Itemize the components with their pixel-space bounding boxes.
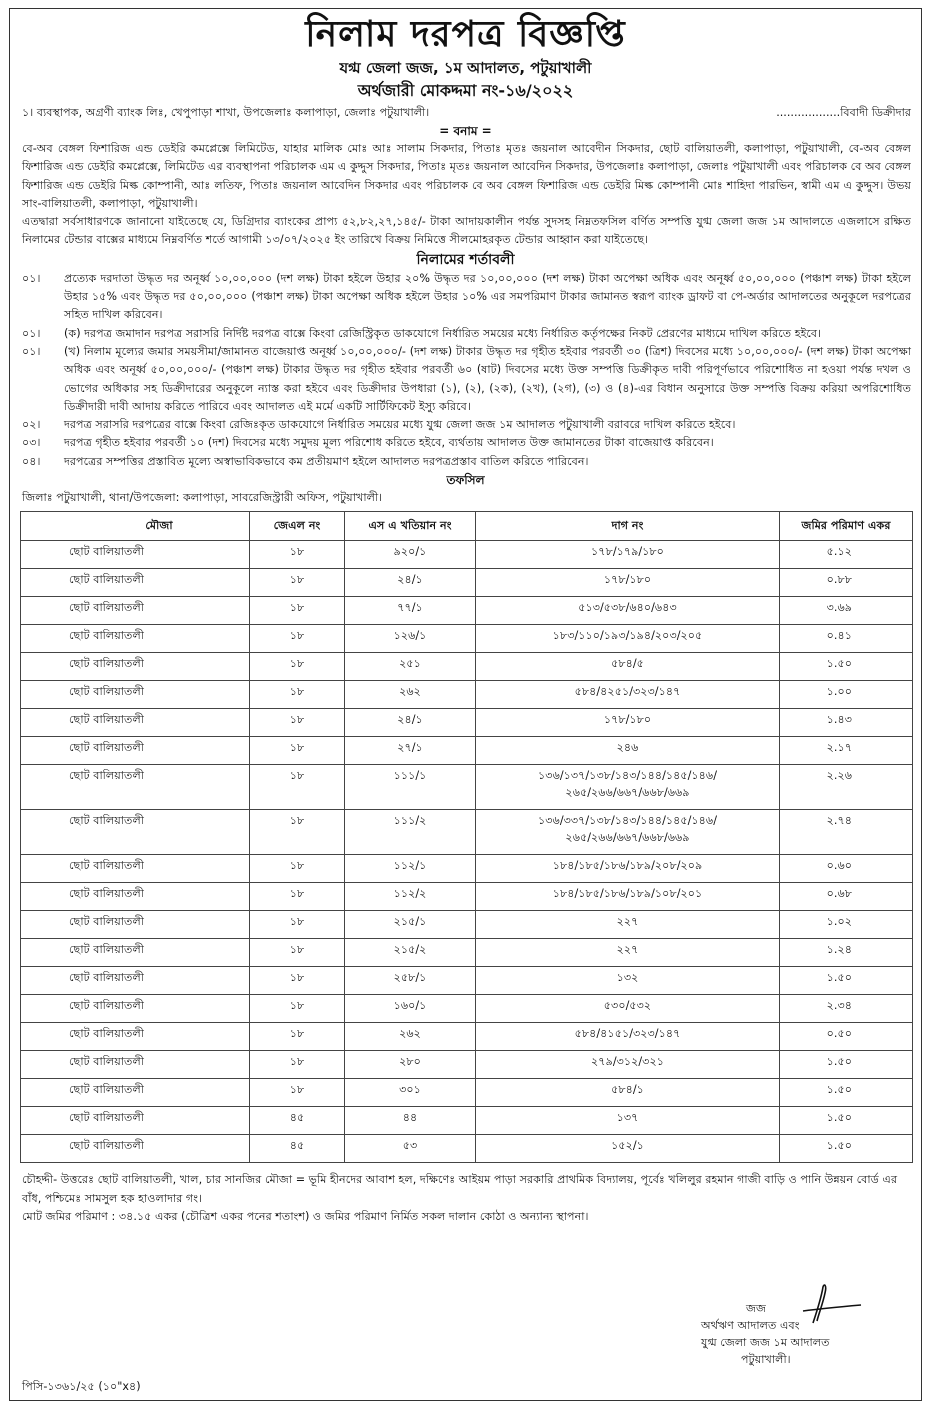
cell-mouza: ছোট বালিয়াতলী [21,939,250,967]
cell-jl-no: ১৮ [250,967,345,995]
cell-land-area: ১.৫০ [780,1079,913,1107]
header-jl-no: জেএল নং [250,512,345,541]
condition-item [10,270,921,325]
table-row [21,765,913,810]
cell-jl-no: ১৮ [250,737,345,765]
cell-mouza: ছোট বালিয়াতলী [21,1107,250,1135]
cell-dag-no: ১৭৮/১৮০ [476,709,780,737]
cell-khatian-no: ৯২০/১ [345,541,476,569]
cell-dag-no: ৫১৩/৫৩৮/৬৪০/৬৪৩ [476,597,780,625]
condition-item [10,416,921,434]
cell-mouza: ছোট বালিয়াতলী [21,737,250,765]
table-row [21,1023,913,1051]
cell-dag-no: ৫৮৪/৪১৫১/৩২৩/১৪৭ [476,1023,780,1051]
cell-mouza: ছোট বালিয়াতলী [21,1023,250,1051]
table-row [21,1135,913,1163]
location-line: জিলাঃ পটুয়াখালী, থানা/উপজেলা: কলাপাড়া, সাবরেজিস্ট্রারী অফিস, পটুয়াখালী। [22,491,383,505]
table-row [21,939,913,967]
defendants-paragraph: বে-অব বেঙ্গল ফিশারিজ এন্ড ডেইরি কমপ্লেক্সে লিমিটেড, যাহার মালিক মোঃ আঃ সালাম সিকদার, পিতাঃ মৃতঃ জয়নাল আবেদীন সিকদার, ছোট বালিয়াতলী, কলাপাড়া, পটুয়াখালী, বে-অব বেঙ্গল ফিশারিজ এন্ড ডেইরি কমপ্লেক্সে, লিমিটেড এর ব্যবস্থাপনা পরিচালক এম এ কুদ্দুস সিকদার, পিতাঃ মৃতঃ জয়নাল আবেদিন সিকদার, উপজেলাঃ কলাপাড়া, জেলাঃ পটুয়াখালী এবং পরিচালক বে অব বেঙ্গল ফিশারিজ এন্ড ডেইরি মিল্ক কোম্পানী, আঃ লতিফ, পিতাঃ জয়নাল আবেদিন সিকদার এবং পরিচালক বে অব বেঙ্গল ফিশারিজ এন্ড ডেইরি মিল্ক কোম্পানী মোঃ শাহিদা পারভিন, স্বামী এম এ কুদ্দুস। উভয় সাং-বালিয়াতলী, কলাপাড়া, পটুয়াখালী। [22,142,911,210]
condition-item [10,343,921,416]
cell-mouza: ছোট বালিয়াতলী [21,681,250,709]
total-land-text: মোট জমির পরিমাণ : ৩৪.১৫ একর (চৌত্রিশ একর পনের শতাংশ) ও জমির পরিমাণ নির্মিত সকল দালান কোঠা ও অন্যান্য স্থাপনা। [22,1210,589,1224]
notice-paragraph: এতদ্বারা সর্বসাধারণকে জানানো যাইতেছে যে, ডিগ্রিদার ব্যাংকের প্রাপ্য ৫২,৮২,২৭,১৪৫/- টাকা আদায়কালীন পর্যন্ত সুদসহ নিম্নতফসিল বর্ণিত সম্পত্তি যুগ্ম জেলা জজ ১ম আদালতে এজলাসে রক্ষিত নিলামের টেন্ডার বাক্সের মাধ্যমে নিম্নবর্ণিত শর্তে আগামী ১৩/০৭/২০২৫ ইং তারিখে বিক্রয় নিমিত্তে সীলমোহরকৃত টেন্ডার আহ্বান করা যাইতেছে। [22,215,911,247]
cell-khatian-no: ৪৪ [345,1107,476,1135]
table-row [21,597,913,625]
cell-dag-no: ৫৮৪/৫ [476,653,780,681]
cell-mouza: ছোট বালিয়াতলী [21,1079,250,1107]
court-line: যগ্ম জেলা জজ, ১ম আদালত, পটুয়াখালী [339,59,592,77]
cell-jl-no: ১৮ [250,765,345,810]
cell-khatian-no: ২১৫/১ [345,911,476,939]
cell-dag-no: ৫৮৪/৪২৫১/৩২৩/১৪৭ [476,681,780,709]
cell-khatian-no: ৫৩ [345,1135,476,1163]
cell-land-area: ১.৫০ [780,1051,913,1079]
cell-jl-no: ১৮ [250,939,345,967]
cell-khatian-no: ২৪/১ [345,709,476,737]
cell-dag-no: ৫৩০/৫৩২ [476,995,780,1023]
cell-jl-no: ১৮ [250,883,345,911]
table-header-row [21,512,913,541]
cell-dag-no: ১৮৪/১৮৫/১৮৬/১৮৯/১০৮/২০১ [476,883,780,911]
boundary-block [10,1163,921,1227]
cell-dag-no: ১৩৬/১৩৭/১৩৮/১৪৩/১৪৪/১৪৫/১৪৬/ ২৬৫/২৬৬/৬৬৭/৬৬৮/৬৬৯ [476,765,780,810]
cell-mouza: ছোট বালিয়াতলী [21,883,250,911]
cell-land-area: ২.১৭ [780,737,913,765]
cell-khatian-no: ২৭/১ [345,737,476,765]
cell-land-area: ২.৭৪ [780,810,913,855]
signature-line-2: যুগ্ম জেলা জজ ১ম আদালত [701,1336,830,1349]
plaintiff-name: ১। ব্যবস্থাপক, অগ্রণী ব্যাংক লিঃ, খেপুপাড়া শাখা, উপজেলাঃ কলাপাড়া, জেলাঃ পটুয়াখালী। [22,106,430,119]
signature-label: জজ [746,1302,767,1315]
cell-land-area: ০.৬০ [780,855,913,883]
cell-land-area: ০.৮৮ [780,569,913,597]
condition-number: ০৩। [22,436,41,450]
cell-dag-no: ৫৮৪/১ [476,1079,780,1107]
cell-jl-no: ১৮ [250,995,345,1023]
cell-land-area: ১.০০ [780,681,913,709]
condition-item [10,434,921,452]
plaintiff-role: ..................বিবাদী ডিক্রীদার [776,106,911,119]
table-row [21,653,913,681]
cell-land-area: ১.৫০ [780,1107,913,1135]
cell-dag-no: ১৩৭ [476,1107,780,1135]
table-row [21,541,913,569]
cell-khatian-no: ২১৫/২ [345,939,476,967]
signature-line-3: পটুয়াখালী। [741,1353,791,1366]
condition-number: ০১। [22,271,41,285]
cell-dag-no: ১৮৪/১৮৫/১৮৬/১৮৯/২০৮/২০৯ [476,855,780,883]
condition-number: ০১। [22,326,41,340]
cell-jl-no: ১৮ [250,709,345,737]
cell-jl-no: ৪৫ [250,1135,345,1163]
cell-jl-no: ১৮ [250,810,345,855]
cell-jl-no: ৪৫ [250,1107,345,1135]
condition-number: ০২। [22,418,41,432]
table-row [21,883,913,911]
cell-jl-no: ১৮ [250,653,345,681]
cell-jl-no: ১৮ [250,1023,345,1051]
table-row [21,911,913,939]
condition-text: (ক) দরপত্র জমাদান দরপত্র সরাসরি নির্দিষ্ট দরপত্র বাক্সে কিংবা রেজিস্ট্রিকৃত ডাকযোগে নির্ধারিত সময়ের মধ্যে নির্ধারিত কর্তৃপক্ষের নিকট প্রেরণের মাধ্যমে দাখিল করিতে হইবে। [64,326,822,340]
cell-khatian-no: ১১১/২ [345,810,476,855]
cell-khatian-no: ২৬২ [345,1023,476,1051]
cell-khatian-no: ২৬২ [345,681,476,709]
cell-khatian-no: ১২৬/১ [345,625,476,653]
cell-mouza: ছোট বালিয়াতলী [21,625,250,653]
condition-text: দরপত্র গৃহীত হইবার পরবর্তী ১০ (দশ) দিবসের মধ্যে সমুদয় মূল্য পরিশোধ করিতে হইবে, ব্যর্থতায় আদালত উক্ত জামানতের টাকা বাজেয়াপ্ত করিবেন। [64,436,714,450]
property-schedule-table [20,511,913,1163]
cell-mouza: ছোট বালিয়াতলী [21,1135,250,1163]
signature-line-1: অর্থঋণ আদালত এবং [701,1319,800,1332]
cell-jl-no: ১৮ [250,541,345,569]
condition-item [10,453,921,471]
cell-land-area: ০.৬৮ [780,883,913,911]
cell-dag-no: ১৭৮/১৮০ [476,569,780,597]
table-row [21,967,913,995]
cell-jl-no: ১৮ [250,597,345,625]
cell-khatian-no: ৩০১ [345,1079,476,1107]
cell-jl-no: ১৮ [250,681,345,709]
cell-mouza: ছোট বালিয়াতলী [21,597,250,625]
cell-khatian-no: ১১২/১ [345,855,476,883]
signature-block [701,1300,891,1368]
table-row [21,855,913,883]
cell-mouza: ছোট বালিয়াতলী [21,1051,250,1079]
cell-khatian-no: ২৮০ [345,1051,476,1079]
cell-dag-no: ২২৭ [476,939,780,967]
schedule-title: তফসিল [446,473,485,488]
condition-text: দরপত্রের সম্পত্তির প্রস্তাবিত মূল্যে অস্বাভাবিকভাবে কম প্রতীয়মাণ হইলে আদালত দরপত্রপ্রস্তাব বাতিল করিতে পারিবেন। [64,454,589,468]
cell-khatian-no: ১৬০/১ [345,995,476,1023]
table-row [21,569,913,597]
versus-label: = বনাম = [439,124,492,138]
cell-khatian-no: ৭৭/১ [345,597,476,625]
condition-text: দরপত্র সরাসরি দরপত্রের বাক্সে কিংবা রেজিঃকৃত ডাকযোগে নির্ধারিত সময়ের মধ্যে যুগ্ম জেলা জজ ১ম আদালত পটুয়াখালী বরাবরে দাখিল করিতে হইবে। [64,418,736,432]
cell-jl-no: ১৮ [250,569,345,597]
cell-land-area: ৫.১২ [780,541,913,569]
table-body [21,541,913,1163]
condition-text: প্রত্যেক দরদাতা উদ্ধৃত দর অনূর্ধ্ব ১০,০০,০০০ (দশ লক্ষ) টাকা হইলে উহার ২০% উদ্ধৃত দর ১০,০০,০০০ (দশ লক্ষ) টাকা অপেক্ষা অধিক এবং অনূর্ধ্ব ৫০,০০,০০০ (পঞ্চাশ লক্ষ) টাকা হইলে উহার ১৫% এবং উদ্ধৃত দর ৫০,০০,০০০ (পঞ্চাশ লক্ষ) টাকা অপেক্ষা অধিক হইলে উহার ১০% এর সমপরিমাণ টাকার জামানত স্বরূপ ব্যাংক ড্রাফট বা পে-অর্ডার আদালতের অনুকূলে দরপত্রের সহিত দাখিল করিবেন। [64,271,911,322]
table-row [21,709,913,737]
header-land-area: জমির পরিমাণ একর [780,512,913,541]
table-row [21,1051,913,1079]
cell-mouza: ছোট বালিয়াতলী [21,653,250,681]
cell-land-area: ০.৪১ [780,625,913,653]
cell-khatian-no: ১১২/২ [345,883,476,911]
header-khatian-no: এস এ খতিয়ান নং [345,512,476,541]
plaintiff-line [10,103,921,123]
notice-page [9,8,922,1401]
conditions-title: নিলামের শর্তাবলী [416,251,515,268]
cell-dag-no: ১৩২ [476,967,780,995]
header-mouza: মৌজা [21,512,250,541]
condition-item [10,325,921,343]
cell-mouza: ছোট বালিয়াতলী [21,911,250,939]
cell-land-area: ০.৫০ [780,1023,913,1051]
table-row [21,810,913,855]
cell-land-area: ২.২৬ [780,765,913,810]
conditions-list [10,270,921,471]
header-dag-no: দাগ নং [476,512,780,541]
cell-jl-no: ১৮ [250,1051,345,1079]
cell-mouza: ছোট বালিয়াতলী [21,967,250,995]
boundary-text: চৌহদ্দী- উত্তরেঃ ছোট বালিয়াতলী, খাল, চার সানজির মৌজা = ভূমি হীনদের আবাশ হল, দক্ষিণেঃ আইয়ম পাড়া সরকারি প্রাথমিক বিদ্যালয়, পূর্বেঃ খলিলুর রহমান গাজী বাড়ি ও পানি উন্নয়ন বোর্ড এর বাঁধ, পশ্চিমেঃ সামসুল হক হাওলাদার গং। [22,1173,898,1205]
print-code: পিসি-১৩৬১/২৫ (১০"x৪) [22,1380,141,1393]
table-row [21,995,913,1023]
cell-land-area: ১.৫০ [780,653,913,681]
cell-khatian-no: ২৫১ [345,653,476,681]
cell-land-area: ৩.৬৯ [780,597,913,625]
cell-khatian-no: ২৫৮/১ [345,967,476,995]
cell-land-area: ১.৫০ [780,967,913,995]
table-row [21,681,913,709]
cell-land-area: ১.৪৩ [780,709,913,737]
cell-land-area: ১.৫০ [780,1135,913,1163]
cell-khatian-no: ১১১/১ [345,765,476,810]
notice-title: নিলাম দরপত্র বিজ্ঞপ্তি [305,14,626,55]
cell-dag-no: ১৮৩/১১০/১৯৩/১৯৪/২০৩/২০৫ [476,625,780,653]
cell-dag-no: ১৭৮/১৭৯/১৮০ [476,541,780,569]
case-number: অর্থজারী মোকদ্দমা নং-১৬/২০২২ [357,81,574,100]
cell-mouza: ছোট বালিয়াতলী [21,855,250,883]
cell-dag-no: ২৪৬ [476,737,780,765]
cell-dag-no: ১৩৬/৩৩৭/১৩৮/১৪৩/১৪৪/১৪৫/১৪৬/ ২৬৫/২৬৬/৬৬৭/৬৬৮/৬৬৯ [476,810,780,855]
cell-mouza: ছোট বালিয়াতলী [21,810,250,855]
cell-mouza: ছোট বালিয়াতলী [21,541,250,569]
cell-jl-no: ১৮ [250,1079,345,1107]
table-row [21,737,913,765]
cell-mouza: ছোট বালিয়াতলী [21,709,250,737]
cell-dag-no: ২৭৯/৩১২/৩২১ [476,1051,780,1079]
condition-number: ০১। [22,344,41,358]
cell-mouza: ছোট বালিয়াতলী [21,765,250,810]
cell-dag-no: ১৫২/১ [476,1135,780,1163]
condition-number: ০৪। [22,454,41,468]
cell-land-area: ১.০২ [780,911,913,939]
table-row [21,625,913,653]
cell-jl-no: ১৮ [250,625,345,653]
cell-khatian-no: ২৪/১ [345,569,476,597]
cell-jl-no: ১৮ [250,911,345,939]
cell-mouza: ছোট বালিয়াতলী [21,569,250,597]
cell-land-area: ১.২৪ [780,939,913,967]
cell-dag-no: ২২৭ [476,911,780,939]
cell-jl-no: ১৮ [250,855,345,883]
table-row [21,1107,913,1135]
cell-land-area: ২.৩৪ [780,995,913,1023]
cell-mouza: ছোট বালিয়াতলী [21,995,250,1023]
table-row [21,1079,913,1107]
condition-text: (খ) নিলাম মূল্যের জমার সময়সীমা/জামানত বাজেয়াপ্ত অনূর্ধ্ব ১০,০০,০০০/- (দশ লক্ষ) টাকার উদ্ধৃত দর গৃহীত হইবার পরবর্তী ৩০ (ত্রিশ) দিবসের মধ্যে ১০,০০,০০০/- (দশ লক্ষ) টাকা অপেক্ষা অধিক এবং অনূর্ধ্ব ৫০,০০,০০০/- (পঞ্চাশ লক্ষ) টাকার উদ্ধৃত দর গৃহীত হইবার পরবর্তী ৬০ (ষাট) দিবসের মধ্যে উক্ত সম্পত্তি ডিক্রীকৃত দাবী পরিপূর্ণভাবে পরিশোধিত না হওয়া পর্যন্ত দখল ও ভোগের অধিকার সহ ডিক্রীদারের অনুকূলে ন্যাস্ত করা হইবে এবং ডিক্রীদার উপধারা (১), (২), (২ক), (২খ), (২গ), (৩) ও (৪)-এর বিধান অনুসারে উক্ত সম্পত্তি বিক্রয় করিয়া অপরিশোধিত ডিক্রীদারী দাবী আদায় করিতে পারিবে এবং আদালত এই মর্মে একটি সার্টিফিকেট ইস্যু করিবে। [64,344,911,413]
